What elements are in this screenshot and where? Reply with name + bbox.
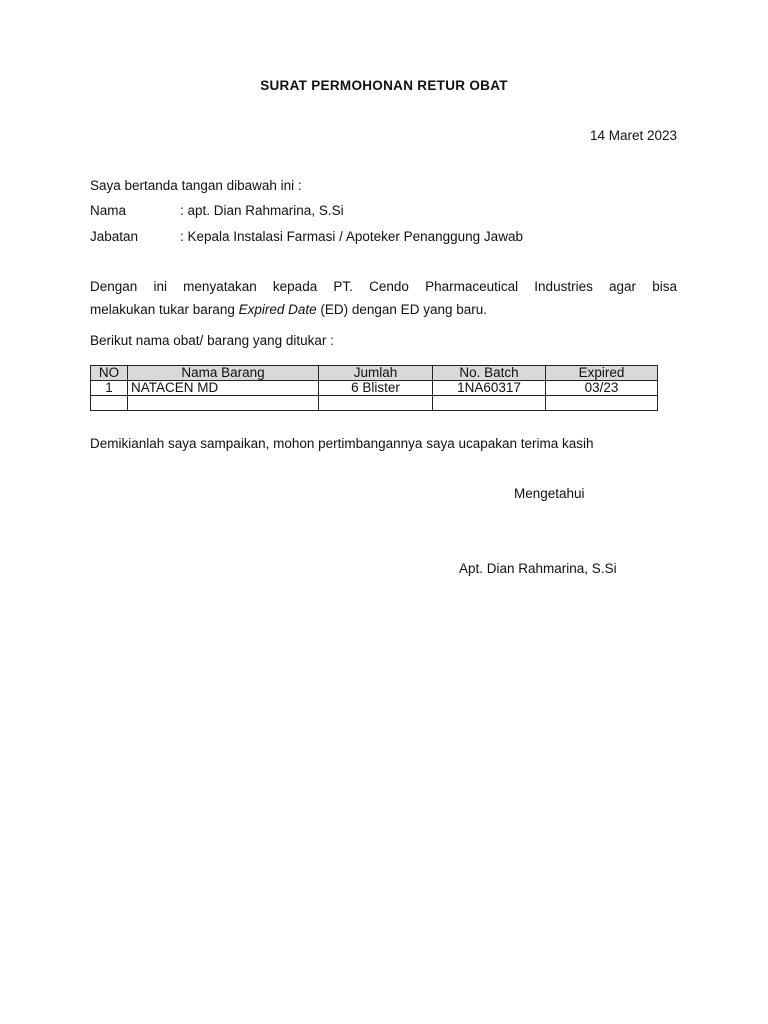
field-nama-value: : apt. Dian Rahmarina, S.Si <box>180 203 344 218</box>
field-nama-label: Nama <box>90 203 127 218</box>
cell-no-batch: 1NA60317 <box>433 381 546 396</box>
statement-line-2 <box>90 298 677 321</box>
table-header-row <box>91 366 658 381</box>
cell-jumlah: 6 Blister <box>319 381 433 396</box>
statement-line-2-italic: Expired Date <box>238 302 317 317</box>
statement-line-1: Dengan ini menyatakan kepada PT. Cendo Pharmaceutical Industries agar bisa <box>90 279 677 294</box>
cell-nama-barang <box>128 396 319 411</box>
field-jabatan-label: Jabatan <box>90 229 139 244</box>
cell-expired <box>546 396 658 411</box>
cell-nama-barang: NATACEN MD <box>128 381 319 396</box>
letter-date: 14 Maret 2023 <box>589 128 677 143</box>
header-no-batch: No. Batch <box>433 366 546 381</box>
statement-paragraph <box>90 275 677 321</box>
table-row <box>91 381 658 396</box>
statement-line-2-pre: melakukan tukar barang <box>90 302 239 317</box>
header-nama-barang: Nama Barang <box>128 366 319 381</box>
document-title: SURAT PERMOHONAN RETUR OBAT <box>260 78 508 93</box>
header-no: NO <box>91 366 128 381</box>
cell-no: 1 <box>91 381 128 396</box>
items-table <box>90 365 658 411</box>
header-expired: Expired <box>546 366 658 381</box>
acknowledge-text: Mengetahui <box>514 486 585 501</box>
header-jumlah: Jumlah <box>319 366 433 381</box>
field-nama <box>90 203 344 218</box>
table-row <box>91 396 658 411</box>
statement-line-2-post: (ED) dengan ED yang baru. <box>316 302 487 317</box>
signatory-name: Apt. Dian Rahmarina, S.Si <box>459 561 617 576</box>
list-intro: Berikut nama obat/ barang yang ditukar : <box>90 333 334 348</box>
cell-expired: 03/23 <box>546 381 658 396</box>
field-jabatan <box>90 229 523 244</box>
closing-text: Demikianlah saya sampaikan, mohon pertimbangannya saya ucapakan terima kasih <box>90 436 594 451</box>
cell-jumlah <box>319 396 433 411</box>
cell-no-batch <box>433 396 546 411</box>
field-jabatan-value: : Kepala Instalasi Farmasi / Apoteker Penanggung Jawab <box>180 229 523 244</box>
cell-no <box>91 396 128 411</box>
intro-text: Saya bertanda tangan dibawah ini : <box>90 178 302 193</box>
